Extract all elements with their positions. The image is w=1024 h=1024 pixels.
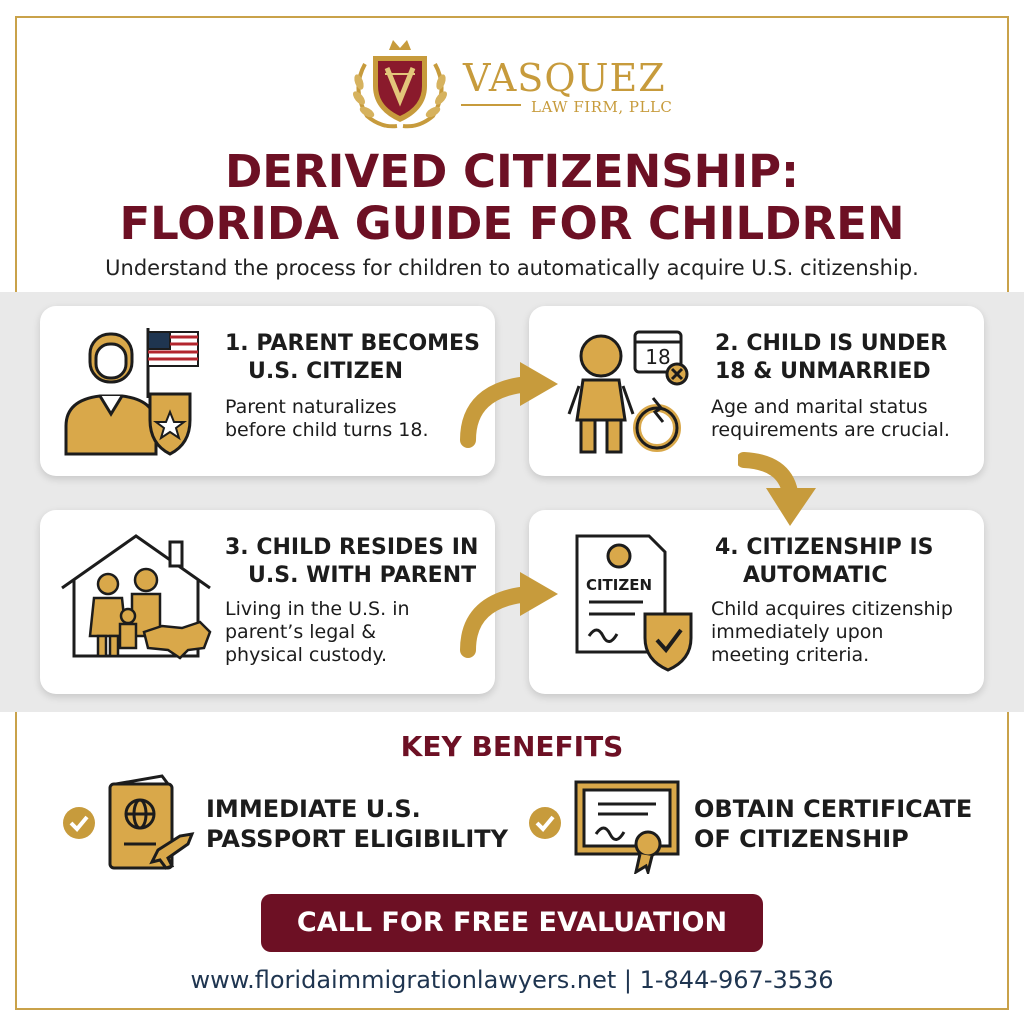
step-2-title-line1: 2. CHILD IS UNDER [715, 331, 948, 356]
step-4-desc-line2: immediately upon [711, 621, 884, 643]
crest-emblem-icon [345, 34, 455, 132]
step-3-desc-line1: Living in the U.S. in [225, 598, 410, 620]
benefit-2-line2: OF CITIZENSHIP [694, 825, 909, 853]
certificate-icon [574, 780, 684, 874]
benefit-1-line2: PASSPORT ELIGIBILITY [206, 825, 509, 853]
step-2-desc-line2: requirements are crucial. [711, 419, 950, 441]
step-4-title-line1: 4. CITIZENSHIP IS [715, 535, 934, 560]
check-circle-icon [62, 806, 96, 840]
step-2-title-line2: 18 & UNMARRIED [715, 359, 931, 384]
step-1-desc-line2: before child turns 18. [225, 419, 429, 441]
passport-plane-icon [108, 774, 196, 870]
arrow-step2-to-step4-icon [738, 452, 838, 532]
firm-name: VASQUEZ [463, 56, 666, 100]
step-4-desc-line1: Child acquires citizenship [711, 598, 953, 620]
arrow-step3-to-step4-icon [458, 560, 568, 660]
logo-divider [461, 104, 521, 106]
page-subtitle: Understand the process for children to automatically acquire U.S. citizenship. [105, 256, 919, 280]
benefit-1-line1: IMMEDIATE U.S. [206, 795, 421, 823]
step-4-desc-line3: meeting criteria. [711, 644, 870, 666]
key-benefits-title: KEY BENEFITS [400, 730, 624, 763]
arrow-step1-to-step2-icon [458, 350, 568, 450]
page-title-line2: FLORIDA GUIDE FOR CHILDREN [119, 197, 905, 250]
family-house-map-icon [58, 532, 218, 662]
step-2-desc-line1: Age and marital status [711, 396, 928, 418]
check-circle-icon [528, 806, 562, 840]
footer-contact[interactable]: www.floridaimmigrationlawyers.net | 1-844-967-3536 [190, 966, 834, 994]
step-card-1 [40, 306, 495, 476]
parent-flag-shield-icon [60, 328, 220, 458]
citizen-document-shield-icon [573, 532, 703, 672]
document-label: CITIZEN [585, 576, 653, 594]
firm-logo[interactable] [345, 34, 685, 132]
step-3-title-line1: 3. CHILD RESIDES IN [225, 535, 479, 560]
benefit-2-line1: OBTAIN CERTIFICATE [694, 795, 973, 823]
calendar-number: 18 [645, 345, 671, 369]
step-1-title-line1: 1. PARENT BECOMES [225, 331, 480, 356]
step-3-desc-line3: physical custody. [225, 644, 388, 666]
step-card-4 [529, 510, 984, 694]
step-card-2 [529, 306, 984, 476]
step-4-title-line2: AUTOMATIC [743, 563, 888, 588]
step-3-desc-line2: parent’s legal & [225, 621, 377, 643]
child-calendar-ring-icon [565, 328, 700, 458]
step-1-title-line2: U.S. CITIZEN [248, 359, 403, 384]
firm-subname: LAW FIRM, PLLC [531, 98, 673, 116]
step-1-desc-line1: Parent naturalizes [225, 396, 397, 418]
page-title-line1: DERIVED CITIZENSHIP: [224, 145, 800, 198]
free-evaluation-button[interactable]: CALL FOR FREE EVALUATION [261, 894, 763, 952]
step-3-title-line2: U.S. WITH PARENT [248, 563, 477, 588]
step-card-3 [40, 510, 495, 694]
